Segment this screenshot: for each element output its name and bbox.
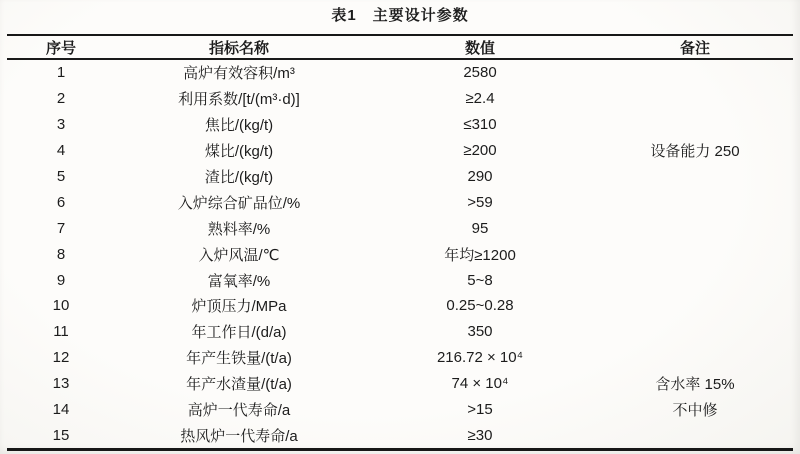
cell-value: 74 × 10⁴ bbox=[451, 375, 509, 393]
cell-name: 年产生铁量/(t/a) bbox=[186, 350, 292, 368]
cell-no: 6 bbox=[56, 193, 66, 211]
cell-value: 216.72 × 10⁴ bbox=[436, 349, 524, 367]
table-row bbox=[7, 60, 793, 86]
cell-note: 设备能力 250 bbox=[650, 143, 740, 161]
cell-value: 5~8 bbox=[467, 271, 493, 289]
cell-no: 14 bbox=[52, 401, 70, 419]
cell-no: 12 bbox=[52, 349, 70, 367]
cell-name: 入炉风温/℃ bbox=[198, 246, 280, 264]
cell-no: 2 bbox=[56, 90, 66, 108]
table-title: 表1 主要设计参数 bbox=[331, 7, 469, 24]
table-body bbox=[7, 60, 793, 448]
cell-name: 高炉一代寿命/a bbox=[187, 402, 291, 420]
cell-value: ≥2.4 bbox=[465, 90, 495, 108]
cell-name: 炉顶压力/MPa bbox=[191, 298, 287, 316]
cell-value: >15 bbox=[467, 401, 493, 419]
cell-value: ≥30 bbox=[467, 426, 493, 444]
column-header-name: 指标名称 bbox=[208, 39, 269, 57]
table-row bbox=[7, 397, 793, 423]
cell-no: 1 bbox=[56, 64, 66, 82]
cell-no: 3 bbox=[56, 116, 66, 134]
column-header-note: 备注 bbox=[679, 39, 710, 57]
table-row bbox=[7, 164, 793, 190]
cell-value: 350 bbox=[467, 323, 493, 341]
table-row bbox=[7, 215, 793, 241]
table-row bbox=[7, 138, 793, 164]
cell-no: 11 bbox=[53, 323, 69, 341]
cell-no: 10 bbox=[52, 297, 70, 315]
cell-value: >59 bbox=[467, 193, 493, 211]
cell-name: 利用系数/[t/(m³·d)] bbox=[178, 91, 300, 109]
column-header-no: 序号 bbox=[45, 39, 76, 57]
table-row bbox=[7, 371, 793, 397]
cell-name: 年产水渣量/(t/a) bbox=[186, 376, 292, 394]
cell-name: 煤比/(kg/t) bbox=[204, 143, 274, 161]
cell-no: 5 bbox=[56, 168, 66, 185]
cell-name: 高炉有效容积/m³ bbox=[183, 65, 295, 83]
column-header-value: 数值 bbox=[464, 39, 495, 57]
cell-name: 热风炉一代寿命/a bbox=[180, 427, 298, 445]
table-row bbox=[7, 86, 793, 112]
table-row bbox=[7, 345, 793, 371]
table-row bbox=[7, 319, 793, 345]
table-row bbox=[7, 422, 793, 448]
cell-no: 13 bbox=[52, 375, 70, 393]
cell-value: ≥200 bbox=[463, 142, 497, 160]
table-row bbox=[7, 112, 793, 138]
table-row bbox=[7, 189, 793, 215]
cell-name: 渣比/(kg/t) bbox=[204, 169, 274, 186]
cell-value: 290 bbox=[467, 168, 493, 185]
cell-no: 4 bbox=[56, 142, 66, 160]
cell-value: 95 bbox=[471, 219, 489, 237]
table-row bbox=[7, 293, 793, 319]
cell-name: 富氧率/% bbox=[207, 272, 271, 290]
cell-note: 不中修 bbox=[672, 402, 718, 420]
cell-value: ≤310 bbox=[463, 116, 497, 134]
cell-value: 年均≥1200 bbox=[444, 246, 516, 264]
table-row bbox=[7, 267, 793, 293]
table-header-row bbox=[7, 36, 793, 60]
cell-no: 15 bbox=[52, 426, 70, 444]
cell-name: 熟料率/% bbox=[207, 220, 271, 238]
cell-note: 含水率 15% bbox=[655, 376, 735, 394]
cell-name: 入炉综合矿品位/% bbox=[177, 194, 301, 212]
cell-name: 年工作日/(d/a) bbox=[191, 324, 287, 342]
cell-no: 9 bbox=[56, 271, 66, 289]
table-row bbox=[7, 241, 793, 267]
cell-name: 焦比/(kg/t) bbox=[204, 117, 274, 135]
cell-value: 0.25~0.28 bbox=[446, 297, 514, 315]
cell-no: 7 bbox=[56, 219, 66, 237]
cell-no: 8 bbox=[56, 245, 66, 263]
design-parameters-table bbox=[7, 34, 793, 451]
cell-value: 2580 bbox=[463, 64, 497, 82]
